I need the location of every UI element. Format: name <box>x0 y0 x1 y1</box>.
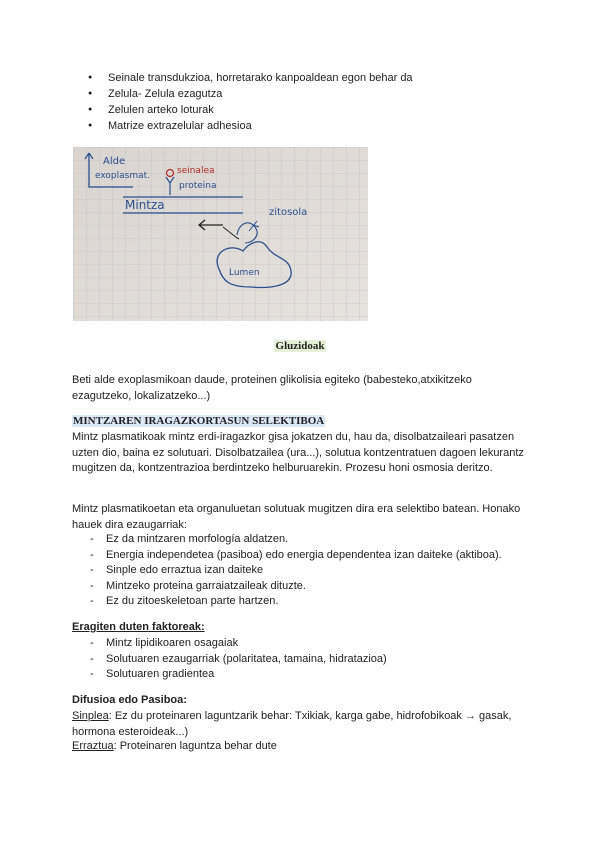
list-item: ● Zelulen arteko loturak <box>88 102 413 118</box>
list-item: - Solutuaren gradientea <box>90 667 387 683</box>
exoplasmat-label: exoplasmat. <box>95 171 151 181</box>
erraztua-label: Erraztua <box>72 740 114 752</box>
list-item: - Ez da mintzaren morfología aldatzen. <box>90 532 502 548</box>
list-item: - Solutuaren ezaugarriak (polaritatea, tamaina, hidratazioa) <box>90 652 387 668</box>
list-item: ● Matrize extrazelular adhesioa <box>88 118 413 134</box>
difusioa-heading: Difusioa edo Pasiboa: <box>72 694 187 706</box>
list-item: - Ez du zitoeskeletoan parte hartzen. <box>90 594 502 610</box>
erraztua-paragraph <box>72 739 532 755</box>
list-item: - Sinple edo erraztua izan daiteke <box>90 563 502 579</box>
mintza-label: Mintza <box>125 198 165 212</box>
eragiten-heading: Eragiten duten faktoreak: <box>72 621 205 633</box>
intro-bullet-list <box>88 70 413 134</box>
erraztua-text: : Proteinaren laguntza behar dute <box>113 740 277 752</box>
gluzidoak-paragraph: Beti alde exoplasmikoan daude, proteinen glikolisia egiteko (babesteko,atxikitzeko ezagutzeko, lokalizatzeko...) <box>72 374 472 402</box>
faktoreak-list <box>90 636 387 683</box>
mintzaren-heading: MINTZAREN IRAGAZKORTASUN SELEKTIBOA <box>73 415 325 427</box>
zitosola-label: zitosola <box>269 207 308 218</box>
list-item: - Mintzeko proteina garraiatzaileak dituzte. <box>90 579 502 595</box>
mintzaren-paragraph-2: Mintz plasmatikoetan eta organuluetan solutuak mugitzen dira era selektibo batean. Honako hauek dira ezaugarriak: <box>72 503 521 531</box>
sinplea-text: : Ez du proteinaren laguntzarik behar: Txikiak, karga gabe, hidrofobikoak → gasak, hormona esteroideak...) <box>72 710 512 738</box>
lumen-label: Lumen <box>229 268 260 278</box>
list-item: - Energia independetea (pasiboa) edo energia dependentea izan daiteke (aktiboa). <box>90 548 502 564</box>
list-item: ● Seinale transdukzioa, horretarako kanpoaldean egon behar da <box>88 70 413 86</box>
alde-label: Alde <box>103 156 126 167</box>
sinplea-paragraph <box>72 709 532 740</box>
mintzaren-paragraph: Mintz plasmatikoak mintz erdi-iragazkor gisa jokatzen du, hau da, disolbatzaileari pasatzen uzten dio, baina ez solutuari. Disolbatzailea (ura...), solutua kontzentratuen dagoen lekurantz mugitzen da, kontzentrazioa berdintzeko helburuarekin. Prozesu honi osmosia deritzo. <box>72 431 524 474</box>
list-item: - Mintz lipidikoaren osagaiak <box>90 636 387 652</box>
list-item: ● Zelula- Zelula ezagutza <box>88 86 413 102</box>
proteina-label: proteina <box>179 181 217 191</box>
sinplea-label: Sinplea <box>72 710 109 722</box>
ezaugarriak-list <box>90 532 502 610</box>
gluzidoak-title: Gluzidoak <box>275 340 325 352</box>
membrane-sketch-photo <box>73 147 368 321</box>
seinalea-label: seinalea <box>177 166 215 176</box>
